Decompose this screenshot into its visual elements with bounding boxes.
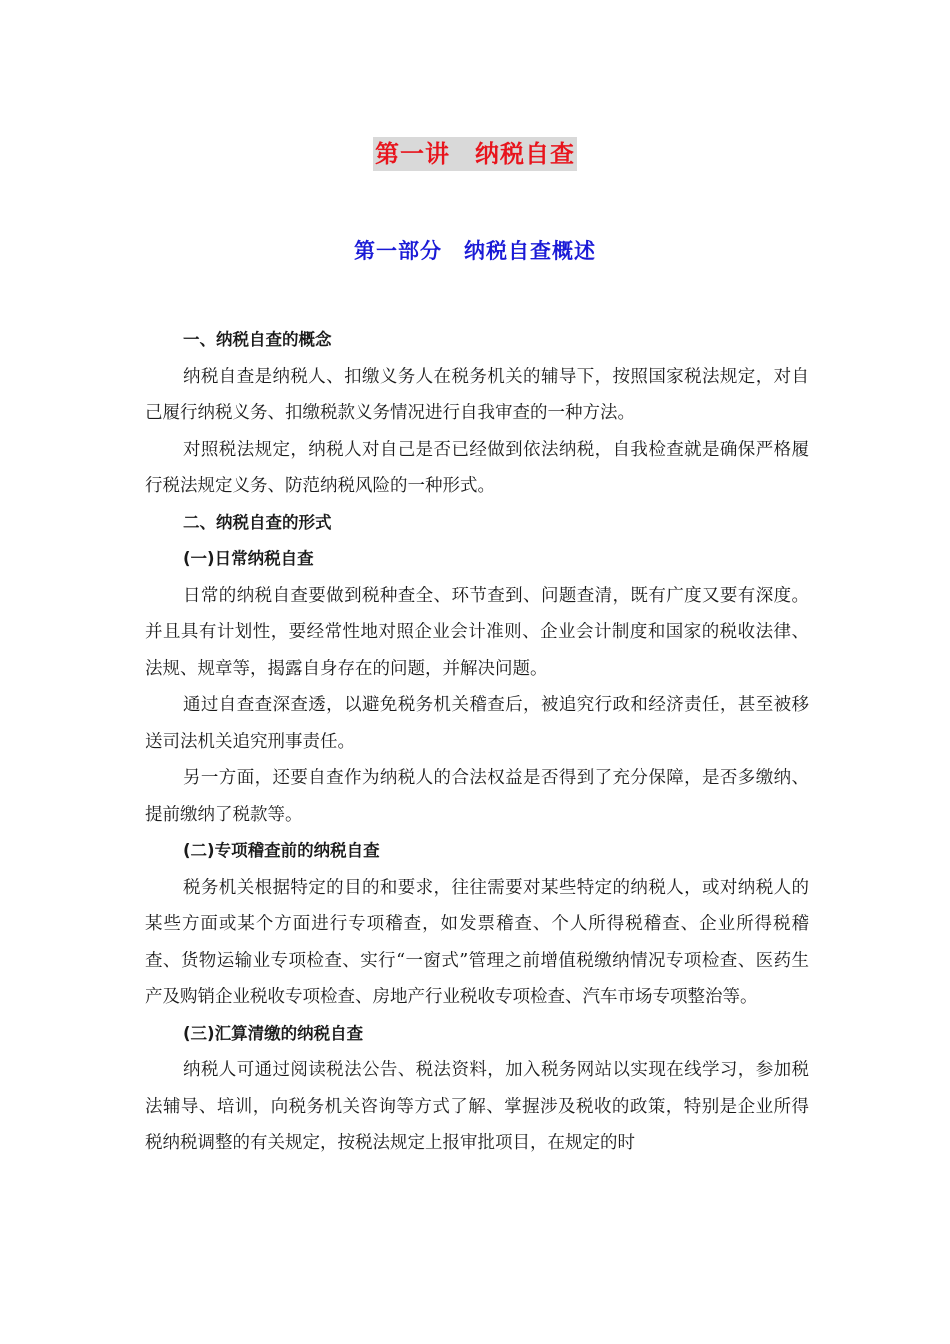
subsection-heading-special: (二)专项稽查前的纳税自查: [183, 841, 380, 860]
paragraph: 纳税自查是纳税人、扣缴义务人在税务机关的辅导下，按照国家税法规定，对自己履行纳税义务、扣缴税款义务情况进行自我审查的一种方法。: [145, 366, 809, 423]
part-title: 第一部分 纳税自查概述: [354, 239, 596, 263]
paragraph: 纳税人可通过阅读税法公告、税法资料，加入税务网站以实现在线学习，参加税法辅导、培训，向税务机关咨询等方式了解、掌握涉及税收的政策，特别是企业所得税纳税调整的有关规定，按税法规定上报审批项目，在规定的时: [145, 1060, 809, 1153]
paragraph: 税务机关根据特定的目的和要求，往往需要对某些特定的纳税人，或对纳税人的某些方面或某个方面进行专项稽查，如发票稽查、个人所得税稽查、企业所得税稽查、货物运输业专项检查、实行“一窗式”管理之前增值税缴纳情况专项检查、医药生产及购销企业税收专项检查、房地产行业税收专项检查、汽车市场专项整治等。: [145, 877, 809, 1007]
section-heading-forms: 二、纳税自查的形式: [183, 512, 332, 532]
section-heading-concept: 一、纳税自查的概念: [183, 330, 332, 349]
document-body: [145, 322, 809, 1162]
subsection-heading-daily: (一)日常纳税自查: [183, 549, 314, 568]
paragraph: 对照税法规定，纳税人对自己是否已经做到依法纳税，自我检查就是确保严格履行税法规定义务、防范纳税风险的一种形式。: [145, 439, 809, 496]
paragraph: 日常的纳税自查要做到税种查全、环节查到、问题查清，既有广度又要有深度。并且具有计划性，要经常性地对照企业会计准则、企业会计制度和国家的税收法律、法规、规章等，揭露自身存在的问题，并解决问题。: [145, 585, 809, 679]
paragraph: 另一方面，还要自查作为纳税人的合法权益是否得到了充分保障，是否多缴纳、提前缴纳了税款等。: [145, 768, 809, 825]
lecture-title-text: 第一讲 纳税自查: [373, 137, 577, 171]
lecture-title: [0, 132, 950, 171]
paragraph: 通过自查查深查透，以避免税务机关稽查后，被追究行政和经济责任，甚至被移送司法机关追究刑事责任。: [145, 695, 809, 752]
subsection-heading-settlement: (三)汇算清缴的纳税自查: [183, 1023, 364, 1043]
